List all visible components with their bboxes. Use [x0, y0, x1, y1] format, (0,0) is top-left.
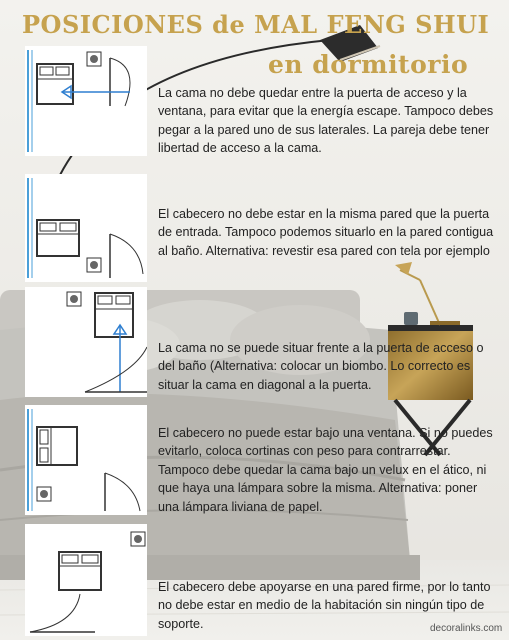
bed-icon [59, 552, 101, 590]
bed-icon [37, 427, 77, 465]
subtitle: en dormitorio [268, 50, 469, 79]
main-title: POSICIONES de MAL FENG SHUI [22, 10, 490, 39]
rule-text-2: El cabecero no debe estar en la misma pared que la puerta de entrada. Tampoco podemos situarlo en la pared contigua al baño. Alternativa: revestir esa pared con tela por ejemplo [158, 207, 494, 258]
rule-text-3: La cama no se puede situar frente a la puerta de acceso o del baño (Alternativa: colocar un biombo. Lo correcto es situar la cama en diagonal a la puerta. [158, 341, 484, 392]
bed-icon [95, 293, 133, 337]
floor-plan-5 [25, 524, 147, 636]
rule-text-4: El cabecero no puede estar bajo una ventana. Si no puedes evitarlo, coloca cortinas con peso para contrarrestar. Tampoco debe quedar la cama bajo un velux en el ático, ni que haya una lámpara sobre la misma. Alternativa: poner una lámpara liviana de papel. [158, 426, 493, 514]
floor-plan-4 [25, 405, 147, 515]
floor-plan-3 [25, 287, 147, 397]
rule-text-1: La cama no debe quedar entre la puerta de acceso y la ventana, para evitar que la energía escape. Tampoco debes pegar a la pared uno de sus laterales. La pareja debe tener libertad de acceso a la cama. [158, 86, 494, 156]
floor-plan-1 [25, 46, 147, 156]
floor-plan-2 [25, 174, 147, 282]
bed-icon [37, 64, 73, 104]
rule-text-5: El cabecero debe apoyarse en una pared firme, por lo tanto no debe estar en medio de la habitación sin ningún tipo de soporte. [158, 580, 491, 631]
source-credit: decoralinks.com [430, 623, 503, 634]
bed-icon [37, 220, 79, 256]
